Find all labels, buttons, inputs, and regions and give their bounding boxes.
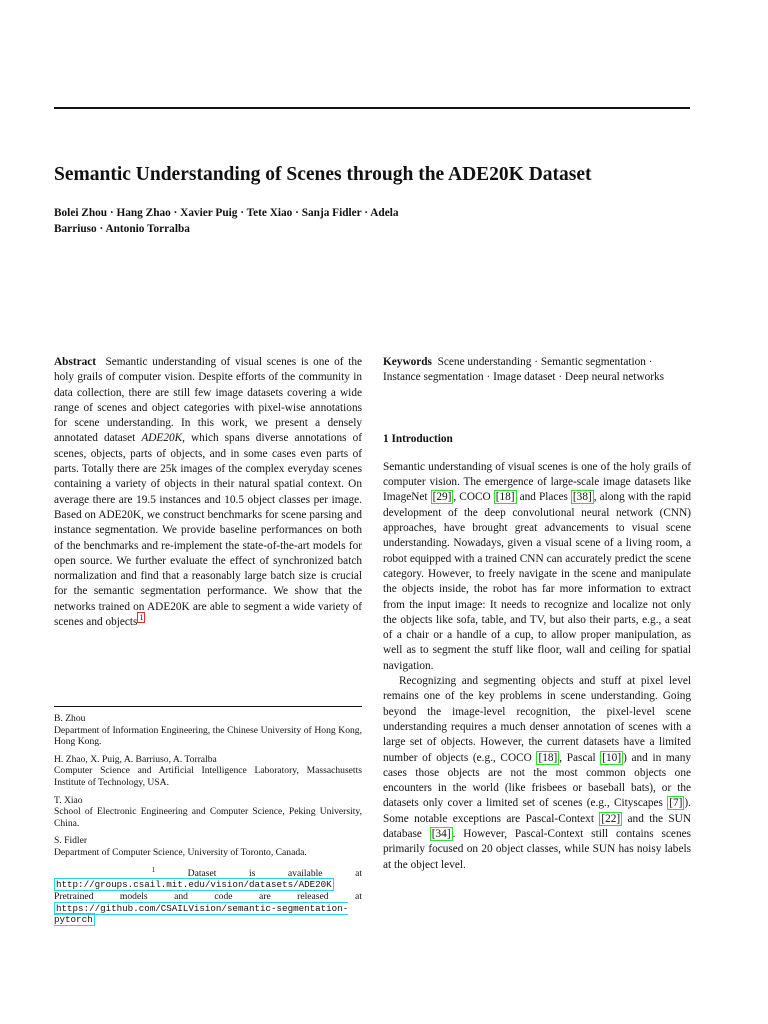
citation-link[interactable]: [38] — [572, 491, 592, 504]
affiliation-detail: Department of Information Engineering, the Chinese University of Hong Kong, Hong Kong. — [54, 724, 362, 748]
text-run: ). Some notable exceptions are Pascal-Context — [383, 797, 691, 825]
affiliations-rule — [54, 706, 362, 707]
intro-paragraph-2 — [383, 674, 691, 873]
paper-title: Semantic Understanding of Scenes through the ADE20K Dataset — [54, 164, 592, 185]
affiliation-name: H. Zhao, X. Puig, A. Barriuso, A. Torralba — [54, 753, 217, 765]
text-run: ) and in many cases those objects are not the most common objects one encounters in the world (like frisbees or baseball bats), or the datasets only cover a limited set of scenes (e.g., Cityscapes — [383, 751, 691, 810]
code-url-link[interactable]: https://github.com/CSAILVision/semantic-segmentation-pytorch — [54, 902, 349, 926]
section-heading: 1 Introduction — [383, 432, 453, 445]
affiliation-detail: School of Electronic Engineering and Computer Science, Peking University, China. — [54, 806, 362, 829]
text-run: . However, Pascal-Context still contains scenes primarily focused on 20 object classes, while SUN has noisy labels at the object level. — [383, 828, 691, 871]
affiliations-block — [54, 706, 362, 926]
author-list — [54, 206, 494, 237]
text-run: and Places — [516, 491, 571, 504]
citation-link[interactable]: [18] — [538, 751, 558, 764]
citation-link[interactable]: [7] — [669, 797, 683, 810]
affiliation-detail: Computer Science and Artificial Intelligence Laboratory, Massachusetts Institute of Technology, USA. — [54, 765, 362, 788]
author-line-2: Barriuso · Antonio Torralba — [54, 222, 190, 235]
affiliation-item — [54, 835, 362, 858]
affiliation-item — [54, 713, 362, 748]
footnote-text-1: Dataset is available at — [187, 867, 362, 879]
text-run: , along with the rapid development of the deep convolutional neural network (CNN) approaches, have brought great advancements to visual scene understanding. Nowadays, given a visual scene of a living room, a robot equipped with a trained CNN can accurately predict the scene category. However, to freely navigate in the scene and manipulate the objects inside, the robot has far more information to extract from the input image: It needs to recognize and localize not only the objects like sofa, table, and TV, but also their parts, e.g., a seat of a chair or a handle of a cup, to allow proper manipulation, as well as to segment the stuff like floor, wall and ceiling for spatial navigation. — [383, 491, 691, 672]
text-run: , Pascal — [559, 751, 601, 764]
header-rule — [54, 107, 690, 109]
abstract-text-b: , which spans diverse annotations of scenes, objects, parts of objects, and in some cases even parts of parts. Totally there are 25k images of the complex everyday scenes containing a variety of objects in their natural spatial context. On average there are 19.5 instances and 10.5 object classes per image. Based on ADE20K, we construct benchmarks for scene parsing and instance segmentation. We provide baseline performances on both of the benchmarks and re-implement the state-of-the-art models for open source. We further evaluate the effect of synchronized batch normalization and find that a reasonably large batch size is crucial for the semantic segmentation performance. We show that the networks trained on ADE20K are able to segment a wide variety of scenes and objects — [54, 432, 362, 629]
affiliation-name: B. Zhou — [54, 713, 86, 724]
affiliation-name: T. Xiao — [54, 794, 83, 806]
text-run: and the SUN database — [383, 812, 691, 841]
abstract — [54, 355, 362, 630]
text-run: Semantic understanding of visual scenes is one of the holy grails of computer vision. The emergence of large-scale image datasets like ImageNet — [383, 460, 691, 504]
affiliation-item — [54, 754, 362, 789]
footnote-mark: 1 — [151, 865, 156, 874]
keywords-text: Scene understanding · Semantic segmentation · Instance segmentation · Image dataset · Deep neural networks — [383, 356, 665, 384]
abstract-dataset-name: ADE20K — [141, 432, 183, 445]
citation-link[interactable]: [22] — [601, 812, 621, 825]
text-run: , COCO — [453, 491, 494, 504]
affiliation-item — [54, 795, 362, 830]
right-column — [383, 355, 691, 873]
footnote — [54, 865, 362, 926]
keywords — [383, 355, 691, 386]
citation-link[interactable]: [10] — [602, 751, 622, 764]
footnote-link[interactable]: 1 — [139, 613, 144, 623]
dataset-url-link[interactable]: http://groups.csail.mit.edu/vision/datasets/ADE20K — [56, 879, 332, 891]
intro-paragraph-1 — [383, 460, 691, 674]
citation-link[interactable]: [18] — [495, 491, 515, 504]
abstract-text-a: Semantic understanding of visual scenes is one of the holy grails of computer vision. Despite efforts of the community in data collection, there are still few image datasets covering a wide range of scenes and object categories with pixel-wise annotations for scene understanding. In this work, we present a densely annotated dataset — [54, 356, 362, 445]
footnote-text-2: Pretrained models and code are released at — [54, 890, 362, 902]
citation-link[interactable]: [29] — [432, 491, 452, 504]
citation-link[interactable]: [34] — [431, 828, 451, 841]
affiliation-detail: Department of Computer Science, University of Toronto, Canada. — [54, 846, 307, 858]
keywords-label: Keywords — [383, 356, 432, 368]
abstract-label: Abstract — [54, 356, 97, 368]
text-run: Recognizing and segmenting objects and stuff at pixel level remains one of the key problems in scene understanding. Going beyond the image-level recognition, the pixel-level scene understanding requires a much denser annotation of scenes with a large set of objects. However, the current datasets have a limited number of objects (e.g., COCO — [383, 675, 691, 764]
author-line-1: Bolei Zhou · Hang Zhao · Xavier Puig · Tete Xiao · Sanja Fidler · Adela — [54, 207, 399, 219]
left-column — [54, 355, 362, 630]
affiliation-name: S. Fidler — [54, 835, 88, 847]
